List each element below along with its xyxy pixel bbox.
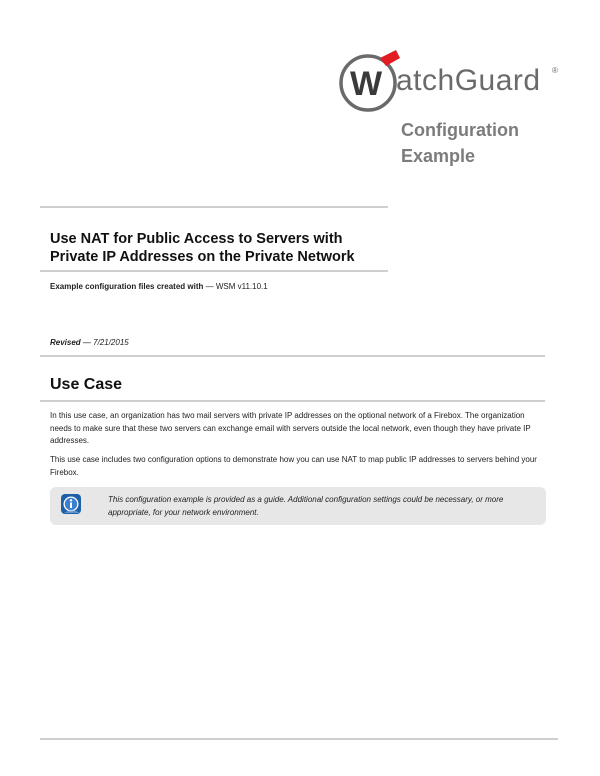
- watchguard-logo: [338, 48, 564, 118]
- revised-value: — 7/21/2015: [80, 338, 129, 347]
- registered-mark: ®: [552, 66, 558, 75]
- doc-type-label: Configuration Example: [401, 120, 519, 166]
- title-bottom-rule: [40, 270, 388, 272]
- note-text: This configuration example is provided as a guide. Additional configuration settings could be necessary, or more appropriate, for your network environment.: [108, 495, 504, 517]
- created-label: Example configuration files created with: [50, 282, 204, 291]
- title-line-2: Private IP Addresses on the Private Network: [50, 249, 355, 265]
- revised-label: Revised: [50, 338, 81, 347]
- title-line-1: Use NAT for Public Access to Servers with: [50, 231, 343, 247]
- footer-rule: [40, 738, 558, 740]
- paragraph-2: This use case includes two configuration options to demonstrate how you can use NAT to map public IP addresses to servers behind your Firebox.: [50, 455, 537, 477]
- logo-initial: W: [350, 65, 383, 103]
- document-title: [50, 230, 355, 266]
- title-top-rule: [40, 206, 388, 208]
- paragraph-1: In this use case, an organization has two mail servers with private IP addresses on the optional network of a Firebox. The organization needs to make sure that these two servers can exchange email with servers outside the local network, even though they have private IP addresses.: [50, 411, 531, 445]
- section-heading: Use Case: [50, 376, 123, 393]
- created-value: — WSM v11.10.1: [203, 282, 268, 291]
- logo-text: atchGuard: [396, 64, 541, 97]
- section-top-rule: [40, 355, 545, 357]
- section-heading-rule: [40, 400, 545, 402]
- note-box: [50, 487, 546, 525]
- info-icon: [60, 493, 84, 517]
- created-with-line: [50, 282, 268, 291]
- revised-line: [50, 338, 129, 347]
